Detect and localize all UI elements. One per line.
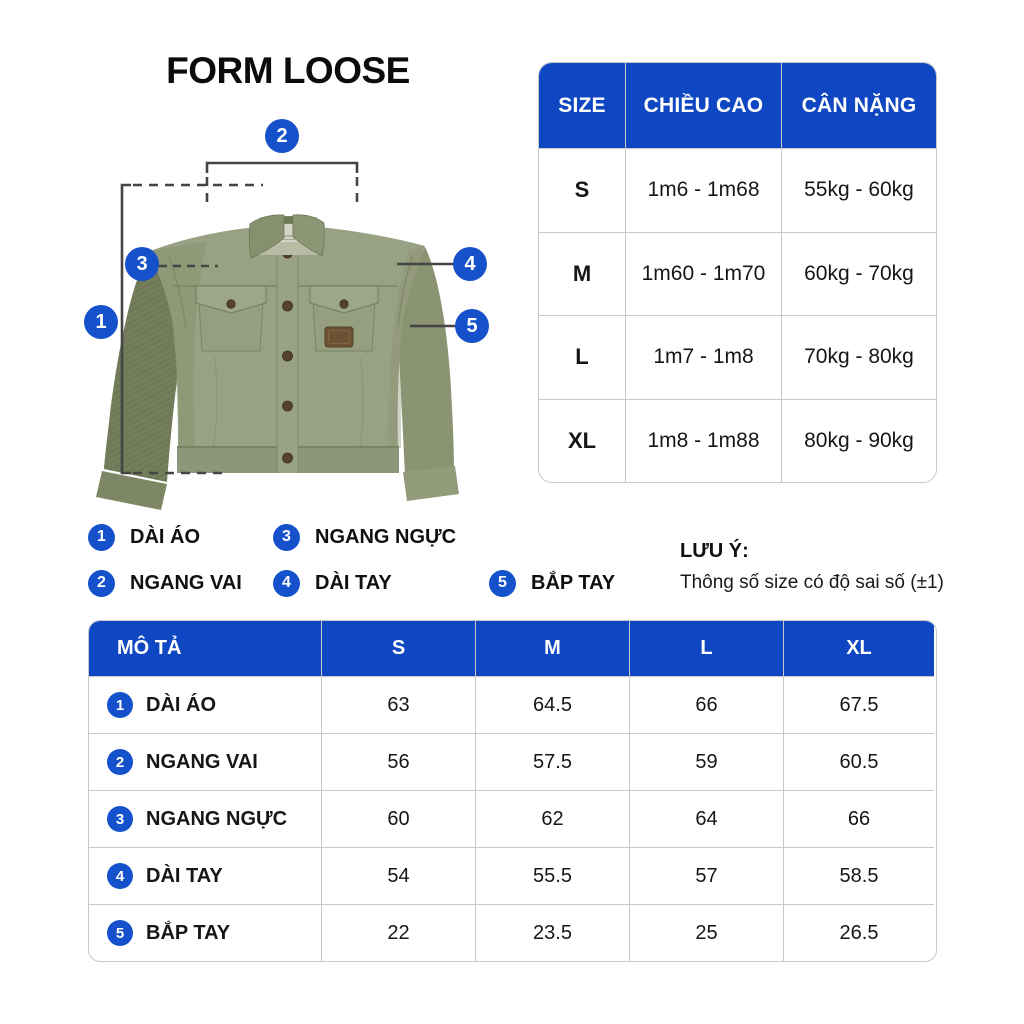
size-table-row-size: L	[539, 315, 625, 399]
measure-value: 22	[321, 904, 475, 961]
diagram-marker-4: 4	[453, 247, 487, 281]
measure-value: 64	[629, 790, 783, 847]
row-number-badge: 5	[107, 920, 133, 946]
size-table-row-height: 1m60 - 1m70	[625, 232, 781, 316]
jacket-right-cuff	[403, 466, 459, 501]
measure-table-header-mo-ta: MÔ TẢ	[89, 621, 321, 676]
jacket-leather-patch	[325, 327, 353, 347]
jacket-collar	[249, 215, 324, 258]
measure-value: 57.5	[475, 733, 629, 790]
measure-row-label: 4 DÀI TAY	[89, 847, 321, 904]
row-number-badge: 1	[107, 692, 133, 718]
legend-number-badge: 4	[273, 570, 300, 597]
row-number-badge: 4	[107, 863, 133, 889]
measure-value: 63	[321, 676, 475, 733]
measure-table	[88, 620, 937, 962]
size-table-row-weight: 80kg - 90kg	[781, 399, 936, 483]
jacket-illustration	[55, 105, 525, 535]
measure-value: 66	[783, 790, 934, 847]
measure-value: 60	[321, 790, 475, 847]
diagram-marker-5: 5	[455, 309, 489, 343]
measure-row-label: 2 NGANG VAI	[89, 733, 321, 790]
shoulder-width-bracket	[207, 163, 357, 173]
size-table-row-size: XL	[539, 399, 625, 483]
legend-item-dai-ao	[88, 523, 200, 551]
jacket-left-pocket	[196, 286, 266, 351]
legend-item-ngang-vai	[88, 569, 242, 597]
legend-number-badge: 1	[88, 524, 115, 551]
legend-label: DÀI TAY	[315, 571, 392, 594]
size-table-row-weight: 60kg - 70kg	[781, 232, 936, 316]
size-table-header-size: SIZE	[539, 63, 625, 148]
size-table-row-height: 1m7 - 1m8	[625, 315, 781, 399]
measure-value: 25	[629, 904, 783, 961]
measure-value: 60.5	[783, 733, 934, 790]
note-text: Thông số size có độ sai số (±1)	[680, 572, 944, 593]
measure-value: 26.5	[783, 904, 934, 961]
measure-value: 55.5	[475, 847, 629, 904]
size-table-row-weight: 55kg - 60kg	[781, 148, 936, 232]
legend-number-badge: 2	[88, 570, 115, 597]
legend-number-badge: 5	[489, 570, 516, 597]
measure-table-header-l: L	[629, 621, 783, 676]
note-title: LƯU Ý:	[680, 540, 749, 562]
measure-value: 54	[321, 847, 475, 904]
measure-value: 58.5	[783, 847, 934, 904]
size-table-row-height: 1m8 - 1m88	[625, 399, 781, 483]
row-number-badge: 3	[107, 806, 133, 832]
size-table	[538, 62, 937, 483]
legend-label: DÀI ÁO	[130, 525, 200, 548]
measure-row-label: 1 DÀI ÁO	[89, 676, 321, 733]
measure-value: 23.5	[475, 904, 629, 961]
page-title: FORM LOOSE	[166, 50, 410, 91]
diagram-marker-1: 1	[84, 305, 118, 339]
size-table-row-size: M	[539, 232, 625, 316]
legend-label: NGANG VAI	[130, 571, 242, 594]
measure-value: 59	[629, 733, 783, 790]
size-table-row-size: S	[539, 148, 625, 232]
measure-table-header-m: M	[475, 621, 629, 676]
measure-table-header-xl: XL	[783, 621, 934, 676]
legend-item-bap-tay	[489, 569, 615, 597]
measure-value: 66	[629, 676, 783, 733]
row-number-badge: 2	[107, 749, 133, 775]
legend-label: BẮP TAY	[531, 571, 616, 594]
legend-item-dai-tay	[273, 569, 392, 597]
measure-value: 62	[475, 790, 629, 847]
measure-row-label: 5 BẮP TAY	[89, 904, 321, 961]
legend-label: NGANG NGỰC	[315, 525, 457, 548]
diagram-marker-3: 3	[125, 247, 159, 281]
diagram-marker-2: 2	[265, 119, 299, 153]
size-table-header-weight: CÂN NẶNG	[781, 63, 936, 148]
legend-item-ngang-nguc	[273, 523, 456, 551]
size-table-row-weight: 70kg - 80kg	[781, 315, 936, 399]
size-table-row-height: 1m6 - 1m68	[625, 148, 781, 232]
measure-row-label: 3 NGANG NGỰC	[89, 790, 321, 847]
measure-value: 67.5	[783, 676, 934, 733]
measure-table-header-s: S	[321, 621, 475, 676]
measure-value: 56	[321, 733, 475, 790]
measure-value: 57	[629, 847, 783, 904]
legend-number-badge: 3	[273, 524, 300, 551]
measure-value: 64.5	[475, 676, 629, 733]
size-table-header-height: CHIỀU CAO	[625, 63, 781, 148]
